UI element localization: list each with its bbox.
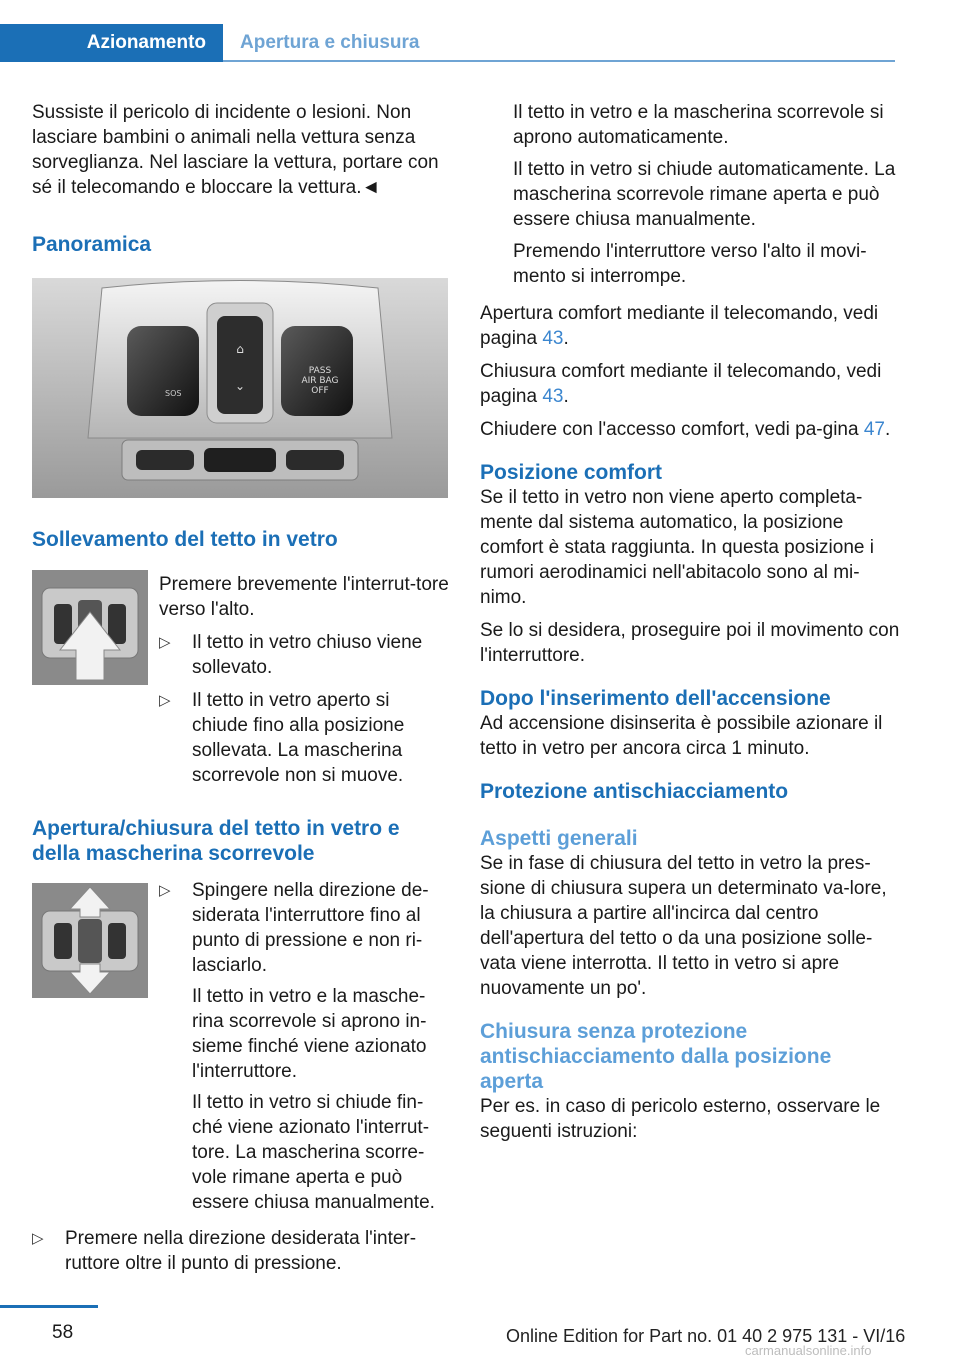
pass-label: PASS <box>308 366 332 376</box>
after-ignition-text: Ad accensione disinserita è possibile azionare il tetto in vetro per ancora circa 1 minuto. <box>480 713 883 759</box>
footer-rule <box>0 1305 98 1308</box>
raise-bullet-item <box>159 688 449 788</box>
no-protection-text: Per es. in caso di pericolo esterno, osservare le seguenti istruzioni: <box>480 1096 881 1142</box>
auto-open-text: Il tetto in vetro e la mascherina scorrevole si aprono automaticamente. <box>513 102 884 148</box>
header-tab-label: Azionamento <box>86 32 206 53</box>
sos-label: SOS <box>165 389 182 398</box>
bullet-triangle-icon: ▷ <box>159 692 171 709</box>
header-tab-azionamento[interactable] <box>0 24 223 62</box>
open-close-bullet-text: Il tetto in vetro e la masche-rina scorrevole si aprono in-sieme finché viene azionato l'interruttore. <box>192 986 427 1082</box>
page-link-47[interactable]: 47 <box>863 419 885 440</box>
bullet-triangle-icon: ▷ <box>32 1230 44 1247</box>
comfort-close-paragraph: Chiusura comfort mediante il telecomando, vedi pagina 43. <box>480 361 882 407</box>
page-link-43[interactable]: 43 <box>542 386 564 407</box>
raise-heading: Sollevamento del tetto in vetro <box>32 528 338 551</box>
after-ignition-heading: Dopo l'inserimento dell'accensione <box>480 687 831 710</box>
auto-close-text: Il tetto in vetro si chiude automaticamente. La mascherina scorrevole rimane aperta e può essere chiusa manualmente. <box>513 159 896 230</box>
comfort-position-text: Se il tetto in vetro non viene aperto completa-mente dal sistema automatico, la posizione comfort è stata raggiunta. In questa posizione i rumori aerodinamici nell'abitacolo sono al mi-nimo. <box>480 487 874 608</box>
comfort-position-heading: Posizione comfort <box>480 461 663 484</box>
warning-text: Sussiste il pericolo di incidente o lesioni. Non lasciare bambini o animali nella vettura senza sorveglianza. Nel lasciare la vettura, portare con sé il telecomando e bloccare la vettura.◄ <box>32 102 439 198</box>
off-label: OFF <box>311 386 329 396</box>
header-rule <box>223 60 895 62</box>
svg-text:⌂: ⌂ <box>236 342 244 356</box>
raise-switch-image <box>32 570 148 685</box>
raise-bullet-text: Il tetto in vetro aperto si chiude fino alla posizione sollevata. La mascherina scorrevole non si muove. <box>192 690 405 786</box>
overview-photo <box>32 278 448 498</box>
page-number: 58 <box>52 1322 74 1343</box>
open-close-switch-image <box>32 883 148 998</box>
open-close-heading: Apertura/chiusura del tetto in vetro e della mascherina scorrevole <box>32 817 400 865</box>
no-protection-heading: Chiusura senza protezione antischiacciamento dalla posizione aperta <box>480 1020 832 1093</box>
bullet-triangle-icon: ▷ <box>159 882 171 899</box>
open-close-bullet-text: Premere nella direzione desiderata l'inter-ruttore oltre il punto di pressione. <box>65 1228 417 1274</box>
open-close-bullet2-block <box>32 1226 450 1284</box>
pinch-protection-heading: Protezione antischiacciamento <box>480 780 789 803</box>
open-close-bullet-text: Il tetto in vetro si chiude fin-ché viene azionato l'interrut-tore. La mascherina scorre-vole rimane aperta e può essere chiusa manualmente. <box>192 1092 435 1213</box>
watermark-text: carmanualsonline.info <box>745 1343 872 1358</box>
raise-bullet-text: Il tetto in vetro chiuso viene sollevato. <box>192 632 423 678</box>
general-aspects-heading: Aspetti generali <box>480 827 638 850</box>
open-close-bullet-text: Spingere nella direzione de-siderata l'interruttore fino al punto di pressione e non ri-lasciarlo. <box>192 880 429 976</box>
stop-movement-text: Premendo l'interruttore verso l'alto il movi-mento si interrompe. <box>513 241 867 287</box>
open-close-section <box>32 816 450 866</box>
bullet-triangle-icon: ▷ <box>159 634 171 651</box>
open-close-bullet-item <box>159 878 451 1215</box>
raise-text-block <box>159 572 449 796</box>
general-aspects-text: Se in fase di chiusura del tetto in vetro la pres-sione di chiusura supera un determinato va-lore, la chiusura a partire all'incirca dal centro dell'apertura del tetto o da una posizione solle-vata viene interrotta. Il tetto in vetro si apre nuovamente un po'. <box>480 853 887 999</box>
airbag-label: AIR BAG <box>301 376 339 386</box>
raise-section <box>32 527 450 552</box>
right-column <box>480 100 900 1152</box>
page-link-43[interactable]: 43 <box>542 328 564 349</box>
svg-text:⌄: ⌄ <box>234 379 246 393</box>
raise-bullet-item <box>159 630 449 680</box>
edition-text: Online Edition for Part no. 01 40 2 975 131 - VI/16 <box>506 1326 906 1346</box>
left-column <box>32 100 450 257</box>
comfort-open-paragraph: Apertura comfort mediante il telecomando, vedi pagina 43. <box>480 303 879 349</box>
comfort-position-text-2: Se lo si desidera, proseguire poi il movimento con l'interruttore. <box>480 620 900 666</box>
header-section-title[interactable]: Apertura e chiusura <box>240 32 420 53</box>
open-close-bullet-item <box>32 1226 450 1276</box>
comfort-access-paragraph: Chiudere con l'accesso comfort, vedi pa-gina 47. <box>480 419 891 440</box>
panoramica-heading: Panoramica <box>32 233 152 256</box>
open-close-bullet-block <box>159 878 451 1223</box>
raise-intro: Premere brevemente l'interrut-tore verso l'alto. <box>159 574 449 620</box>
